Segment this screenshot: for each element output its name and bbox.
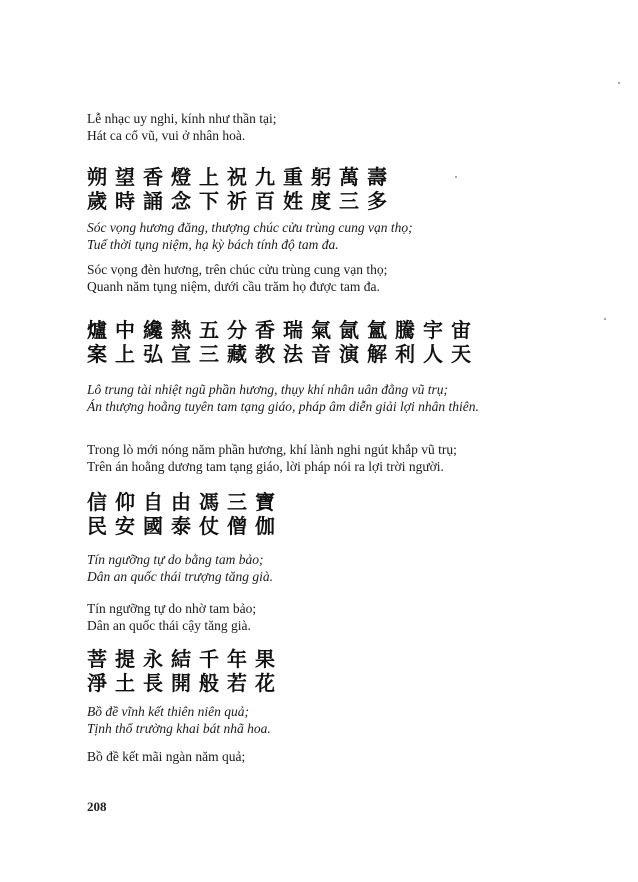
scan-speck xyxy=(604,318,606,320)
viet-line: Quanh năm tụng niệm, dưới cầu trăm họ được tam đa. xyxy=(87,279,380,294)
stanza-5-han xyxy=(87,647,577,695)
stanza-3-han xyxy=(87,318,577,366)
transliteration-line: Tín ngưỡng tự do bằng tam bảo; xyxy=(87,552,264,567)
han-line: 民安國泰仗僧伽 xyxy=(87,514,283,538)
stanza-1 xyxy=(87,110,577,144)
transliteration-line: Bồ đề vĩnh kết thiên niên quả; xyxy=(87,704,249,719)
han-line: 朔望香燈上祝九重躬萬壽 xyxy=(87,165,395,189)
stanza-2-transliteration xyxy=(87,219,577,253)
han-line: 信仰自由馮三寶 xyxy=(87,490,283,514)
viet-line: Hát ca cổ vũ, vui ở nhân hoà. xyxy=(87,128,246,143)
transliteration-line: Sóc vọng hương đăng, thượng chúc cửu trùng cung vạn thọ; xyxy=(87,220,413,235)
stanza-5-transliteration xyxy=(87,703,577,737)
viet-line: Dân an quốc thái cậy tăng già. xyxy=(87,618,251,633)
transliteration-line: Dân an quốc thái trượng tăng già. xyxy=(87,569,273,584)
stanza-3-translation xyxy=(87,441,577,475)
stanza-2-han xyxy=(87,165,577,213)
stanza-5-translation xyxy=(87,748,577,765)
stanza-4-han xyxy=(87,490,577,538)
transliteration-line: Án thượng hoằng tuyên tam tạng giáo, pháp âm diễn giải lợi nhân thiên. xyxy=(87,399,479,414)
transliteration-line: Tịnh thổ trường khai bát nhã hoa. xyxy=(87,721,271,736)
han-line: 案上弘宣三藏教法音演解利人天 xyxy=(87,342,479,366)
stanza-2-translation xyxy=(87,261,577,295)
viet-line: Trong lò mới nóng năm phần hương, khí lành nghi ngút khắp vũ trụ; xyxy=(87,442,457,457)
han-line: 淨土長開般若花 xyxy=(87,671,283,695)
viet-line: Bồ đề kết mãi ngàn năm quả; xyxy=(87,749,246,764)
viet-line: Lễ nhạc uy nghi, kính như thần tại; xyxy=(87,111,277,126)
stanza-4-translation xyxy=(87,600,577,634)
viet-line: Tín ngưỡng tự do nhờ tam bảo; xyxy=(87,601,257,616)
scan-speck xyxy=(455,176,457,178)
han-line: 歲時誦念下祈百姓度三多 xyxy=(87,189,395,213)
han-line: 菩提永結千年果 xyxy=(87,647,283,671)
stanza-3-transliteration xyxy=(87,381,577,415)
viet-line: Sóc vọng đèn hương, trên chúc cửu trùng cung vạn thọ; xyxy=(87,262,388,277)
transliteration-line: Lô trung tài nhiệt ngũ phần hương, thụy khí nhân uân đằng vũ trụ; xyxy=(87,382,449,397)
viet-line: Trên án hoằng dương tam tạng giáo, lời pháp nói ra lợi trời người. xyxy=(87,459,444,474)
han-line: 爐中纔熱五分香瑞氣氤氳騰宇宙 xyxy=(87,318,479,342)
transliteration-line: Tuế thời tụng niệm, hạ kỳ bách tính độ tam đa. xyxy=(87,237,339,252)
stanza-4-transliteration xyxy=(87,551,577,585)
scan-speck xyxy=(618,82,620,84)
page-number: 208 xyxy=(87,799,107,814)
